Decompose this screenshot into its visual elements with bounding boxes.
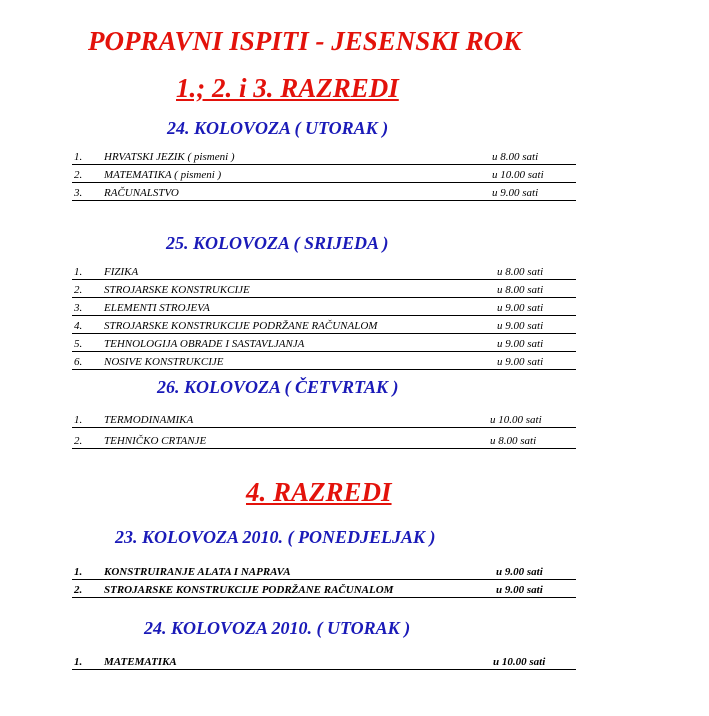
row-number: 5.	[74, 338, 83, 350]
row-number: 1.	[74, 266, 83, 278]
row-number: 2.	[74, 435, 83, 447]
time: u 9.00 sati	[497, 302, 544, 314]
exam-table-25-kolovoza	[72, 264, 576, 370]
subject: NOSIVE KONSTRUKCIJE	[104, 356, 224, 368]
time: u 8.00 sati	[497, 266, 544, 278]
subject: TEHNIČKO CRTANJE	[104, 435, 207, 447]
day-heading-25-kolovoza: 25. KOLOVOZA ( SRIJEDA )	[166, 233, 389, 253]
subject: ELEMENTI STROJEVA	[104, 302, 210, 314]
time: u 9.00 sati	[497, 356, 544, 368]
table-row	[72, 280, 576, 298]
time: u 10.00 sati	[492, 169, 544, 181]
subject: STROJARSKE KONSTRUKCIJE	[104, 284, 250, 296]
subject: HRVATSKI JEZIK ( pismeni )	[104, 151, 235, 163]
row-number: 4.	[74, 320, 83, 332]
subject: RAČUNALSTVO	[104, 187, 179, 199]
day-heading-24-kolovoza: 24. KOLOVOZA ( UTORAK )	[167, 118, 389, 138]
time: u 9.00 sati	[492, 187, 539, 199]
time: u 9.00 sati	[496, 584, 543, 596]
day-heading-26-kolovoza: 26. KOLOVOZA ( ČETVRTAK )	[157, 377, 399, 397]
table-row	[72, 352, 576, 370]
table-row	[72, 428, 576, 449]
subject: STROJARSKE KONSTRUKCIJE PODRŽANE RAČUNALOM	[104, 320, 378, 332]
time: u 8.00 sati	[490, 435, 537, 447]
time: u 9.00 sati	[497, 320, 544, 332]
row-number: 1.	[74, 656, 83, 668]
subject: MATEMATIKA ( pismeni )	[104, 169, 222, 181]
table-row	[72, 264, 576, 280]
table-row	[72, 298, 576, 316]
subject: FIZIKA	[104, 266, 139, 278]
time: u 10.00 sati	[493, 656, 546, 668]
exam-table-26-kolovoza	[72, 407, 576, 449]
page-title: POPRAVNI ISPITI - JESENSKI ROK	[88, 26, 522, 56]
exam-table-24-kolovoza-2010	[72, 652, 576, 670]
section-heading-1-3-razredi: 1.; 2. i 3. RAZREDI	[176, 73, 399, 103]
table-row	[72, 149, 576, 165]
row-number: 2.	[74, 584, 83, 596]
section-heading-4-razredi: 4. RAZREDI	[246, 477, 392, 507]
subject: STROJARSKE KONSTRUKCIJE PODRŽANE RAČUNALOM	[104, 584, 394, 596]
table-row	[72, 183, 576, 201]
subject: TEHNOLOGIJA OBRADE I SASTAVLJANJA	[104, 338, 305, 350]
row-number: 1.	[74, 151, 83, 163]
row-number: 3.	[74, 302, 83, 314]
subject: MATEMATIKA	[104, 656, 177, 668]
row-number: 6.	[74, 356, 83, 368]
time: u 8.00 sati	[492, 151, 539, 163]
table-row	[72, 407, 576, 428]
row-number: 1.	[74, 566, 83, 578]
table-row	[72, 580, 576, 598]
table-row	[72, 652, 576, 670]
day-heading-24-kolovoza-2010: 24. KOLOVOZA 2010. ( UTORAK )	[144, 618, 411, 638]
subject: TERMODINAMIKA	[104, 414, 194, 426]
row-number: 1.	[74, 414, 83, 426]
row-number: 3.	[74, 187, 83, 199]
time: u 8.00 sati	[497, 284, 544, 296]
subject: KONSTRUIRANJE ALATA I NAPRAVA	[104, 566, 291, 578]
exam-table-23-kolovoza-2010	[72, 563, 576, 598]
table-row	[72, 334, 576, 352]
exam-table-24-kolovoza	[72, 149, 576, 201]
time: u 10.00 sati	[490, 414, 542, 426]
time: u 9.00 sati	[496, 566, 543, 578]
row-number: 2.	[74, 284, 83, 296]
time: u 9.00 sati	[497, 338, 544, 350]
table-row	[72, 563, 576, 580]
row-number: 2.	[74, 169, 83, 181]
day-heading-23-kolovoza-2010: 23. KOLOVOZA 2010. ( PONEDJELJAK )	[115, 527, 436, 547]
table-row	[72, 316, 576, 334]
table-row	[72, 165, 576, 183]
